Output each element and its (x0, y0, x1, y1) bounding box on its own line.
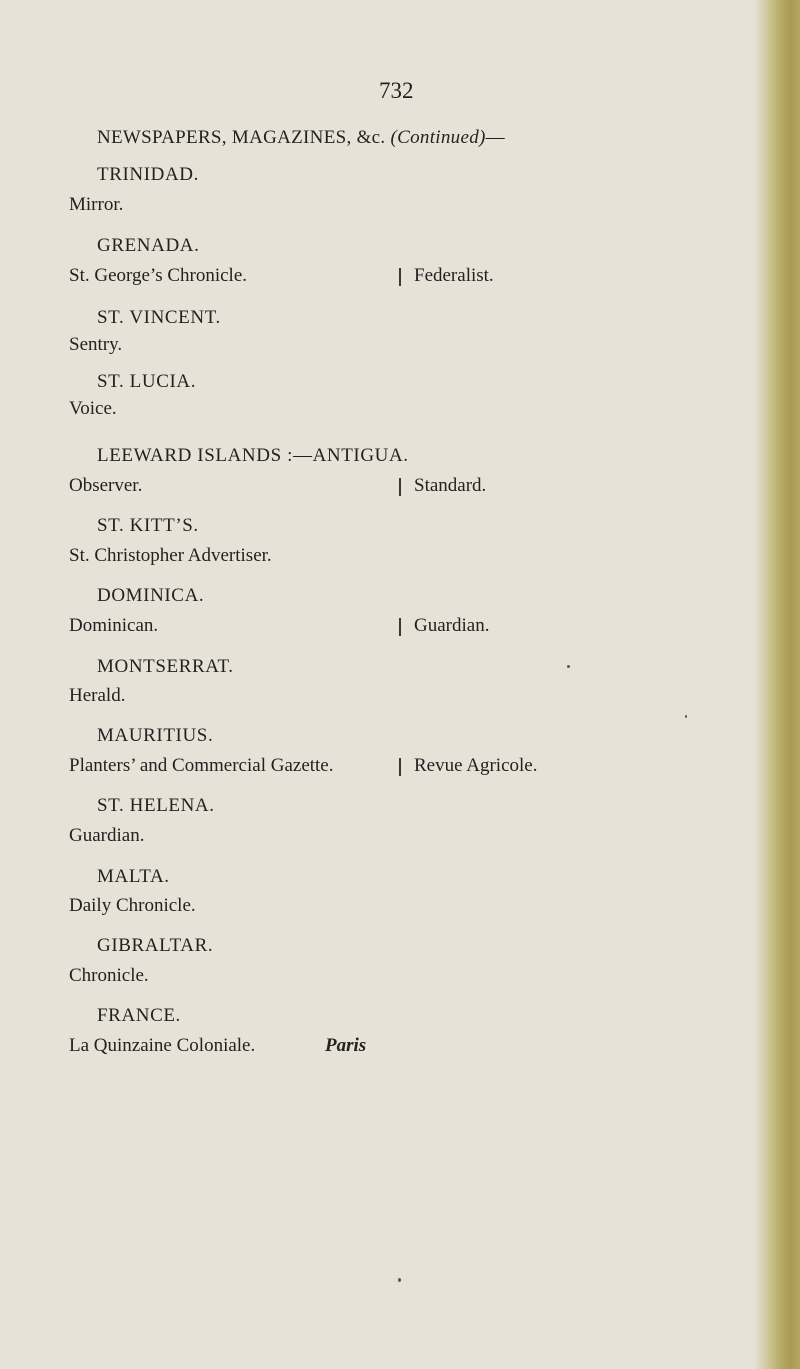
entry-paris: Paris (325, 1035, 367, 1056)
entry-standard: Standard. (414, 475, 487, 496)
entry-mirror: Mirror. (69, 194, 124, 215)
section-heading-france: FRANCE. (97, 1005, 181, 1026)
entry-federalist: Federalist. (414, 265, 494, 286)
header-continued: (Continued) (390, 127, 486, 148)
entry-la-quinzaine-coloniale: La Quinzaine Coloniale. (69, 1035, 256, 1056)
header-title: NEWSPAPERS, MAGAZINES, &c. (97, 127, 386, 148)
column-divider (399, 618, 401, 636)
entry-dominican: Dominican. (69, 615, 159, 636)
column-divider (399, 758, 401, 776)
entry-guardian-st-helena: Guardian. (69, 825, 145, 846)
section-heading-trinidad: TRINIDAD. (97, 164, 199, 185)
entry-chronicle: Chronicle. (69, 965, 149, 986)
entry-st-christopher-advertiser: St. Christopher Advertiser. (69, 545, 272, 566)
section-heading-leeward-islands: LEEWARD ISLANDS :—ANTIGUA. (97, 445, 409, 466)
entry-revue-agricole: Revue Agricole. (414, 755, 538, 776)
page-edge-discoloration (754, 0, 800, 1369)
entry-planters-commercial-gazette: Planters’ and Commercial Gazette. (69, 755, 334, 776)
section-heading-grenada: GRENADA. (97, 235, 200, 256)
section-heading-st-kitts: ST. KITT’S. (97, 515, 199, 536)
section-heading-montserrat: MONTSERRAT. (97, 656, 234, 677)
paper-speck (685, 715, 687, 718)
entry-sentry: Sentry. (69, 334, 123, 355)
entry-daily-chronicle: Daily Chronicle. (69, 895, 196, 916)
header-dash: — (485, 127, 505, 148)
entry-voice: Voice. (69, 398, 117, 419)
entry-observer: Observer. (69, 475, 143, 496)
entry-herald: Herald. (69, 685, 126, 706)
column-divider (399, 478, 401, 496)
entry-guardian-dominica: Guardian. (414, 615, 490, 636)
paper-speck (398, 1278, 401, 1282)
entry-st-georges-chronicle: St. George’s Chronicle. (69, 265, 248, 286)
section-heading-gibraltar: GIBRALTAR. (97, 935, 214, 956)
page-number: 732 (379, 78, 414, 103)
section-heading-mauritius: MAURITIUS. (97, 725, 214, 746)
paper-speck (567, 665, 570, 668)
column-divider (399, 268, 401, 286)
section-heading-st-vincent: ST. VINCENT. (97, 307, 221, 328)
section-heading-dominica: DOMINICA. (97, 585, 205, 606)
page-header (97, 127, 505, 149)
section-heading-st-lucia: ST. LUCIA. (97, 371, 197, 392)
section-heading-malta: MALTA. (97, 866, 170, 887)
section-heading-st-helena: ST. HELENA. (97, 795, 215, 816)
